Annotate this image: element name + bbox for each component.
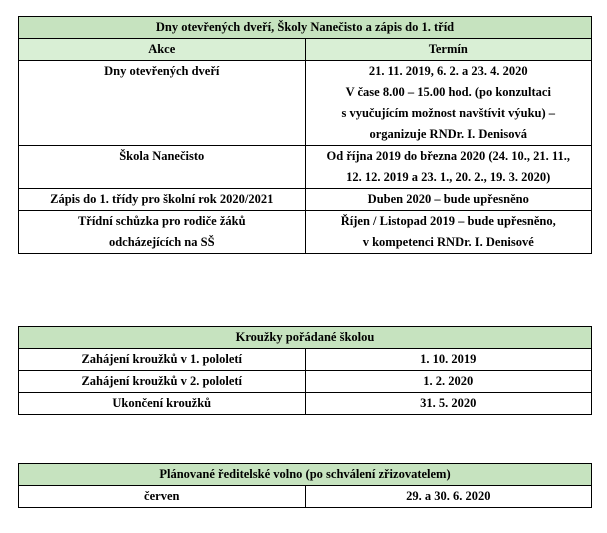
cell-text: Říjen / Listopad 2019 – bude upřesněno,: [340, 214, 556, 228]
table-row: [19, 371, 592, 393]
term-cell: [305, 61, 592, 146]
table-row: [19, 146, 592, 189]
term-cell: [305, 189, 592, 211]
term-cell: [305, 146, 592, 189]
table-row: [19, 61, 592, 146]
table-row: [19, 349, 592, 371]
cell-text: Dny otevřených dveří: [104, 64, 220, 78]
cell-text: Třídní schůzka pro rodiče žáků: [77, 214, 246, 228]
cell-text: s vyučujícím možnost navštívit výuku) –: [341, 106, 556, 120]
table-title: Plánované ředitelské volno (po schválení zřizovatelem): [19, 464, 592, 486]
cell-text: Škola Nanečisto: [119, 149, 205, 163]
cell-text: odcházejících na SŠ: [108, 235, 215, 249]
table-title: Dny otevřených dveří, Školy Nanečisto a zápis do 1. tříd: [19, 17, 592, 39]
label-cell: Ukončení kroužků: [19, 393, 306, 415]
action-cell: [19, 61, 306, 146]
term-cell: [305, 211, 592, 254]
clubs-table: [18, 326, 592, 415]
action-cell: [19, 146, 306, 189]
value-cell: 1. 10. 2019: [305, 349, 592, 371]
column-header-term: Termín: [305, 39, 592, 61]
principal-leave-table: [18, 463, 592, 508]
open-days-table: [18, 16, 592, 254]
action-cell: [19, 211, 306, 254]
table-row: [19, 189, 592, 211]
cell-text: V čase 8.00 – 15.00 hod. (po konzultaci: [345, 85, 551, 99]
table-title: Kroužky pořádané školou: [19, 327, 592, 349]
cell-text: Duben 2020 – bude upřesněno: [367, 192, 529, 206]
label-cell: Zahájení kroužků v 2. pololetí: [19, 371, 306, 393]
cell-text: organizuje RNDr. I. Denisová: [369, 127, 528, 141]
value-cell: 31. 5. 2020: [305, 393, 592, 415]
cell-text: Zápis do 1. třídy pro školní rok 2020/2021: [50, 192, 274, 206]
label-cell: červen: [19, 486, 306, 508]
table-row: [19, 211, 592, 254]
cell-text: 12. 12. 2019 a 23. 1., 20. 2., 19. 3. 2020): [346, 170, 551, 184]
column-header-action: Akce: [19, 39, 306, 61]
cell-text: 21. 11. 2019, 6. 2. a 23. 4. 2020: [368, 64, 528, 78]
value-cell: 1. 2. 2020: [305, 371, 592, 393]
table-row: [19, 393, 592, 415]
cell-text: v kompetenci RNDr. I. Denisové: [362, 235, 534, 249]
table-row: [19, 486, 592, 508]
label-cell: Zahájení kroužků v 1. pololetí: [19, 349, 306, 371]
value-cell: 29. a 30. 6. 2020: [305, 486, 592, 508]
action-cell: [19, 189, 306, 211]
cell-text: Od října 2019 do března 2020 (24. 10., 21. 11.,: [326, 149, 570, 163]
